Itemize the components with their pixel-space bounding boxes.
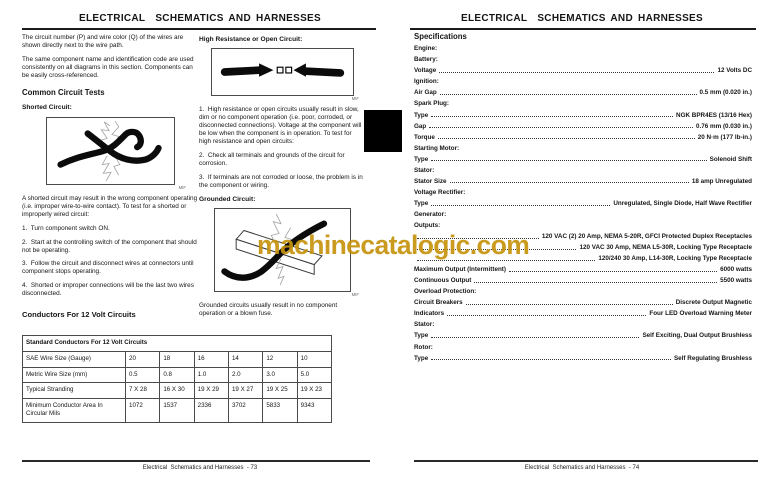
- step-item: 2. Start at the controlling switch of the component that should not be operating.: [22, 238, 199, 254]
- spec-label: Type: [414, 199, 429, 207]
- table-cell: 14: [228, 351, 262, 367]
- spec-value: Unregulated, Single Diode, Half Wave Rectifier: [613, 199, 752, 207]
- spec-label: Circuit Breakers: [414, 299, 463, 307]
- spec-line: [414, 98, 752, 109]
- spec-label: Stator:: [414, 321, 435, 329]
- spec-line: [414, 264, 752, 275]
- spec-value: 120 VAC (2) 20 Amp, NEMA 5-20R, GFCI Protected Duplex Receptacles: [541, 233, 752, 241]
- row-label-cell: Metric Wire Size (mm): [23, 367, 126, 383]
- figure-credit-label: MIF: [351, 96, 359, 102]
- spec-value: Solenoid Shift: [709, 155, 752, 163]
- table-row: [23, 351, 332, 367]
- spec-value: 6000 watts: [720, 266, 752, 274]
- table-cell: 3702: [228, 399, 262, 423]
- spec-line: [414, 65, 752, 76]
- high-resistance-heading: High Resistance or Open Circuit:: [199, 36, 303, 43]
- spec-label: Gap: [414, 122, 427, 130]
- spec-label: Type: [414, 332, 429, 340]
- step-item: 1. Turn component switch ON.: [22, 224, 110, 232]
- spec-line: [414, 187, 752, 198]
- table-cell: 1.0: [194, 367, 228, 383]
- dot-leader: [438, 138, 695, 139]
- spec-label: Stator Size: [414, 177, 447, 185]
- spec-value: 20 N·m (177 lb-in.): [697, 133, 752, 141]
- right-column: [199, 34, 365, 324]
- table-cell: 19 X 27: [228, 383, 262, 399]
- intro-paragraphs: [22, 34, 198, 80]
- spec-label: Spark Plug:: [414, 100, 449, 108]
- common-circuit-tests-heading: Common Circuit Tests: [22, 87, 105, 97]
- conductors-table: [22, 335, 332, 423]
- spec-value: NGK BPR4ES (13/16 Hex): [676, 111, 752, 119]
- spec-line: [414, 209, 752, 220]
- dot-leader: [431, 337, 639, 338]
- grounded-circuit-heading: Grounded Circuit:: [199, 195, 256, 203]
- table-cell: 9343: [297, 399, 331, 423]
- table-cell: 5833: [263, 399, 297, 423]
- spec-label: Generator:: [414, 210, 447, 218]
- dot-leader: [431, 205, 610, 206]
- spec-label: Starting Motor:: [414, 144, 460, 152]
- spec-value: 120 VAC 30 Amp, NEMA L5-30R, Locking Type Receptacle: [579, 244, 752, 252]
- spec-label: Engine:: [414, 45, 438, 53]
- spec-value: 0.5 mm (0.020 in.): [699, 89, 752, 97]
- table-cell: 3.0: [263, 367, 297, 383]
- header-rule: [410, 28, 756, 31]
- dot-leader: [429, 127, 693, 128]
- spec-value: 12 Volts DC: [717, 67, 752, 75]
- open-wire-icon: [213, 50, 352, 94]
- spec-line: [414, 87, 752, 98]
- spec-line: [414, 153, 752, 164]
- dot-leader: [431, 359, 671, 360]
- spec-line: [414, 131, 752, 142]
- spec-line: [414, 319, 752, 330]
- spec-line: [414, 198, 752, 209]
- spec-line: [414, 165, 752, 176]
- spec-line: [414, 297, 752, 308]
- step-item: 4. Shorted or improper connections will be the last two wires disconnected.: [22, 282, 196, 298]
- figure-credit-label: MIF: [351, 292, 359, 298]
- page-title: ELECTRICAL SCHEMATICS AND HARNESSES: [461, 13, 703, 24]
- scan-redaction-mark: [364, 110, 402, 152]
- page-footer: Electrical Schematics and Harnesses - 73: [142, 465, 258, 471]
- shorted-wires-icon: [48, 119, 173, 183]
- table-cell: 0.8: [160, 367, 194, 383]
- step-item: 3. Follow the circuit and disconnect wires at connectors until component stops operating.: [22, 260, 196, 276]
- table-title: Standard Conductors For 12 Volt Circuits: [23, 336, 332, 352]
- spec-line: [414, 176, 752, 187]
- conductors-section: [22, 310, 336, 423]
- spec-value: Four LED Overload Warning Meter: [649, 310, 752, 318]
- spec-line: [414, 43, 752, 54]
- left-column: [22, 34, 198, 304]
- spec-list: [414, 43, 752, 363]
- grounded-caption: Grounded circuits usually result in no component operation or a blown fuse.: [199, 302, 339, 318]
- table-cell: 18: [160, 351, 194, 367]
- procedure-paragraph: 2. Check all terminals and grounds of the circuit for corrosion.: [199, 152, 347, 168]
- spec-value: 120/240 30 Amp, L14-30R, Locking Type Receptacle: [598, 255, 752, 263]
- procedure-paragraph: 1. High resistance or open circuits usually result in slow, dim or no component operation (i.e. poor, corroded, or disconnected connections). Voltage at the component will be low when the component is in operation. To test for high resistance and open circuits:: [199, 106, 364, 146]
- table-cell: 0.5: [126, 367, 160, 383]
- spec-line: [414, 142, 752, 153]
- table-cell: 10: [297, 351, 331, 367]
- spec-label: Continuous Output: [414, 277, 472, 285]
- row-label-cell: Typical Stranding: [23, 383, 126, 399]
- table-cell: 20: [126, 351, 160, 367]
- spec-line: [414, 286, 752, 297]
- dot-leader: [474, 282, 717, 283]
- table-cell: 12: [263, 351, 297, 367]
- intro-paragraph: The same component name and identification code are used consistently on all diagrams in this section. Components can be easily cross-referenced.: [22, 55, 196, 79]
- dot-leader: [466, 304, 673, 305]
- spec-line: [414, 120, 752, 131]
- spec-line: [414, 76, 752, 87]
- shorted-circuit-heading: Shorted Circuit:: [22, 104, 72, 112]
- spec-label: Stator:: [414, 166, 435, 174]
- spec-line: [414, 341, 752, 352]
- spec-line: [414, 330, 752, 341]
- footer-rule: [22, 460, 370, 462]
- spec-line: [414, 352, 752, 363]
- table-cell: 7 X 28: [126, 383, 160, 399]
- spec-line: [414, 275, 752, 286]
- spec-label: Overload Protection:: [414, 288, 477, 296]
- spec-label: Voltage Rectifier:: [414, 188, 466, 196]
- spec-label: Battery:: [414, 56, 438, 64]
- table-cell: 16 X 30: [160, 383, 194, 399]
- dot-leader: [447, 315, 646, 316]
- row-label-cell: Minimum Conductor Area In Circular Mils: [23, 399, 126, 423]
- intro-paragraph: The circuit number (P) and wire color (Q) of the wires are shown directly next to the wire path.: [22, 34, 186, 49]
- conductors-heading: Conductors For 12 Volt Circuits: [22, 310, 136, 319]
- high-resistance-paragraphs: [199, 106, 365, 189]
- table-title-row: [23, 336, 332, 352]
- table-cell: 19 X 25: [263, 383, 297, 399]
- open-circuit-figure: [211, 48, 354, 96]
- dot-leader: [431, 160, 706, 161]
- dot-leader: [439, 72, 714, 73]
- spec-label: Indicators: [414, 310, 445, 318]
- row-label-cell: SAE Wire Size (Gauge): [23, 351, 126, 367]
- table-cell: 1072: [126, 399, 160, 423]
- spec-label: Rotor:: [414, 343, 433, 351]
- table-row: [23, 367, 332, 383]
- spec-value: Discrete Output Magnetic: [675, 299, 752, 307]
- spec-line: [414, 308, 752, 319]
- table-cell: 2.0: [228, 367, 262, 383]
- table-row: [23, 399, 332, 423]
- header-rule: [22, 28, 376, 31]
- spec-line: [414, 54, 752, 65]
- spec-value: 18 amp Unregulated: [691, 177, 752, 185]
- dot-leader: [509, 271, 717, 272]
- table-cell: 19 X 23: [297, 383, 331, 399]
- spec-value: Self Exciting, Dual Output Brushless: [642, 332, 752, 340]
- figure-credit-label: MIF: [178, 184, 186, 190]
- shorted-caption: A shorted circuit may result in the wrong component operating (i.e. improper wire-to-wire contact). To test for a shorted or improperly wired circuit:: [22, 194, 199, 218]
- page-footer: Electrical Schematics and Harnesses - 74: [524, 465, 640, 471]
- table-row: [23, 383, 332, 399]
- spec-label: Type: [414, 155, 429, 163]
- specifications-heading: Specifications: [414, 32, 467, 41]
- spec-label: Ignition:: [414, 78, 439, 86]
- spec-label: Type: [414, 354, 429, 362]
- spec-line: [414, 109, 752, 120]
- table-cell: 16: [194, 351, 228, 367]
- page-title: ELECTRICAL SCHEMATICS AND HARNESSES: [79, 13, 321, 24]
- spec-value: Self Regulating Brushless: [673, 354, 752, 362]
- table-cell: 5.0: [297, 367, 331, 383]
- footer-rule: [414, 460, 758, 462]
- spec-label: Type: [414, 111, 429, 119]
- table-cell: 1537: [160, 399, 194, 423]
- dot-leader: [450, 182, 689, 183]
- table-cell: 19 X 29: [194, 383, 228, 399]
- spec-value: 5500 watts: [720, 277, 752, 285]
- procedure-paragraph: 3. If terminals are not corroded or loose, the problem is in the component or wiring.: [199, 174, 365, 189]
- dot-leader: [431, 116, 673, 117]
- table-cell: 2336: [194, 399, 228, 423]
- shorted-circuit-figure: [46, 117, 175, 185]
- spec-label: Torque: [414, 133, 435, 141]
- spec-label: Voltage: [414, 67, 437, 75]
- shorted-steps: [22, 225, 198, 299]
- watermark-text: machinecatalogic.com: [257, 230, 530, 260]
- spec-value: 0.76 mm (0.030 in.): [696, 122, 752, 130]
- dot-leader: [440, 94, 697, 95]
- spec-label: Maximum Output (Intermittent): [414, 266, 506, 274]
- spec-label: Outputs:: [414, 222, 441, 229]
- spec-label: Air Gap: [414, 89, 437, 97]
